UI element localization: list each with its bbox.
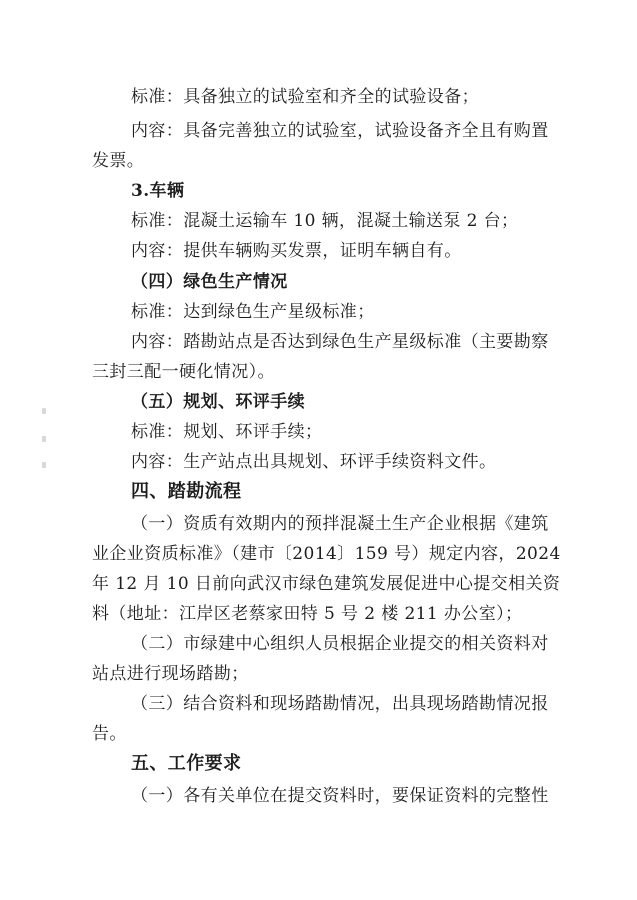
vehicles-heading: 3.车辆: [131, 181, 185, 201]
planning-heading: （五）规划、环评手续: [131, 392, 305, 412]
scan-artifact-mark: [42, 462, 46, 468]
planning-content-line: 内容：生产站点出具规划、环评手续资料文件。: [131, 452, 497, 472]
process-item-one-line-3: 年 12 月 10 日前向武汉市绿色建筑发展促进中心提交相关资: [92, 574, 561, 594]
process-item-three-line: （三）结合资料和现场踏勘情况，出具现场踏勘情况报: [131, 694, 549, 714]
vehicles-standard-line: 标准：混凝土运输车 10 辆，混凝土输送泵 2 台；: [131, 211, 519, 231]
process-item-two-line: （二）市绿建中心组织人员根据企业提交的相关资料对: [131, 634, 549, 654]
section-five-heading: 五、工作要求: [131, 753, 242, 774]
lab-content-line-continued: 发票。: [92, 151, 145, 171]
process-item-one-line-2: 业企业资质标准》（建市〔2014〕159 号）规定内容，2024: [92, 544, 561, 564]
green-content-line: 内容：踏勘站点是否达到绿色生产星级标准（主要勘察: [131, 332, 549, 352]
vehicles-content-line: 内容：提供车辆购买发票，证明车辆自有。: [131, 241, 462, 261]
process-item-one-line: （一）资质有效期内的预拌混凝土生产企业根据《建筑: [131, 514, 549, 534]
planning-standard-line: 标准：规划、环评手续；: [131, 422, 323, 442]
scan-artifact-mark: [42, 436, 46, 442]
section-four-heading: 四、踏勘流程: [131, 481, 242, 502]
green-production-heading: （四）绿色生产情况: [131, 272, 288, 292]
green-standard-line: 标准：达到绿色生产星级标准；: [131, 302, 375, 322]
green-content-line-continued: 三封三配一硬化情况）。: [92, 362, 275, 382]
process-item-three-line-2: 告。: [92, 724, 127, 744]
requirements-item-one-line: （一）各有关单位在提交资料时，要保证资料的完整性: [131, 786, 549, 806]
lab-content-line: 内容：具备完善独立的试验室，试验设备齐全且有购置: [131, 121, 549, 141]
process-item-one-line-4: 料（地址：江岸区老蔡家田特 5 号 2 楼 211 办公室）；: [92, 604, 523, 624]
scan-artifact-mark: [42, 408, 46, 414]
lab-standard-line: 标准：具备独立的试验室和齐全的试验设备；: [131, 87, 479, 107]
process-item-two-line-2: 站点进行现场踏勘；: [92, 664, 249, 684]
